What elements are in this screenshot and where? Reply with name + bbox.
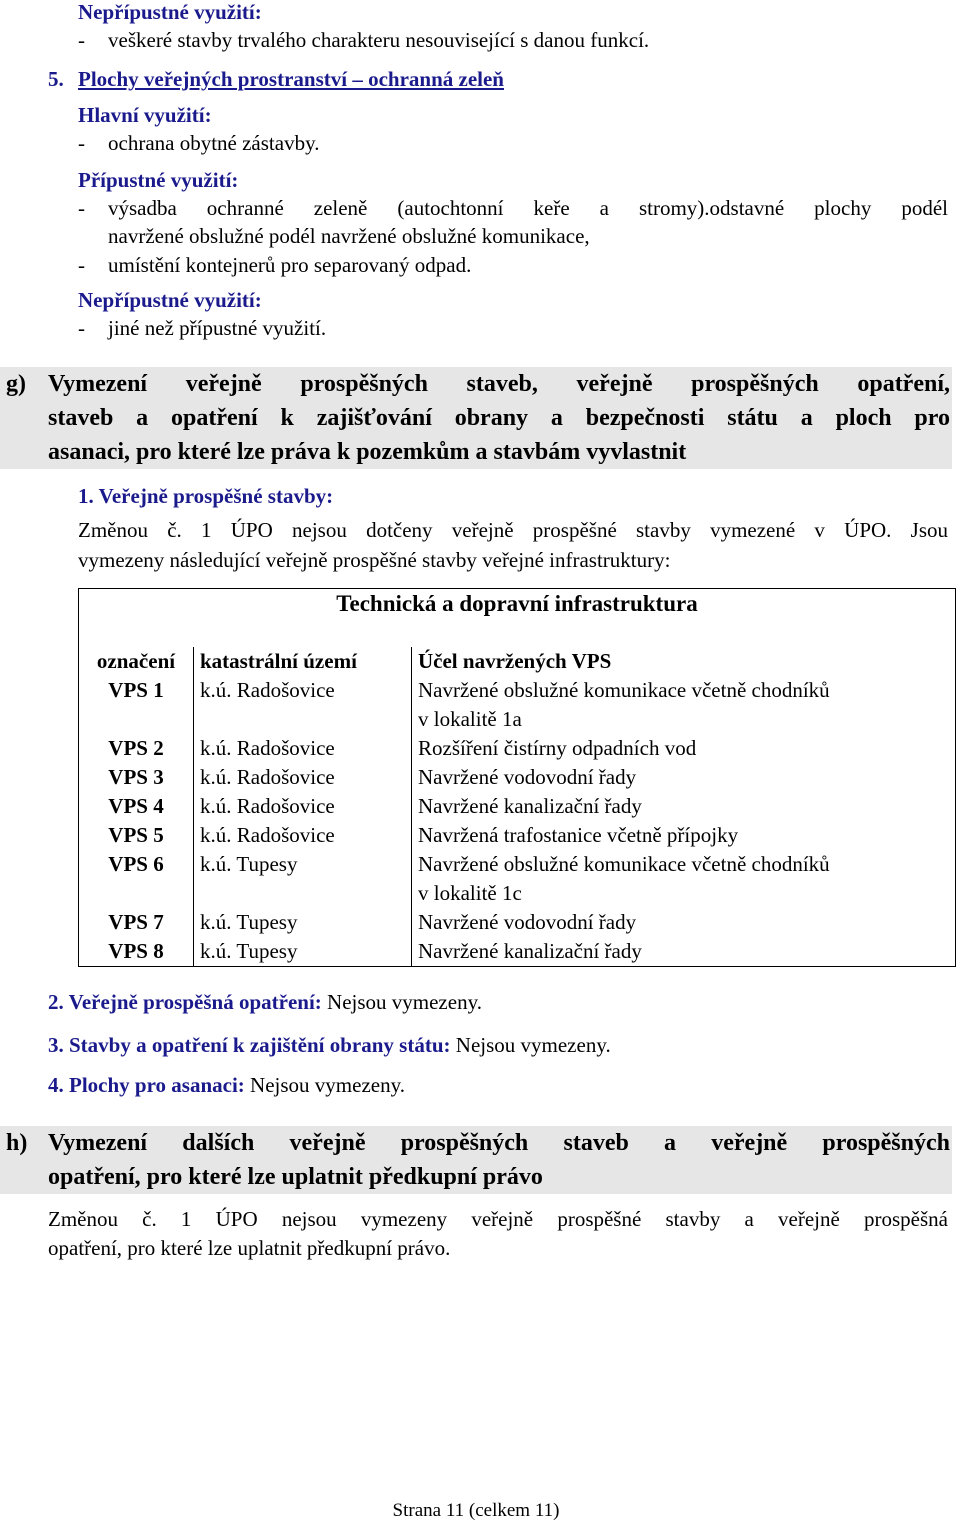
chapter-heading-line: opatření, pro které lze uplatnit předkupní právo — [48, 1164, 543, 1190]
list-item: jiné než přípustné využití. — [108, 316, 327, 340]
vps-area: k.ú. Radošovice — [194, 676, 412, 734]
subsection-line — [48, 990, 482, 1015]
subsection-value: Nejsou vymezeny. — [327, 990, 482, 1014]
chapter-heading-line: staveb a opatření k zajišťování obrany a bezpečnosti státu a ploch pro — [48, 405, 950, 431]
subsection-label: 3. Stavby a opatření k zajištění obrany státu: — [48, 1033, 451, 1057]
chapter-letter: g) — [6, 371, 26, 397]
table-row — [79, 763, 956, 792]
list-dash: - — [78, 28, 85, 52]
list-dash: - — [78, 196, 85, 220]
list-dash: - — [78, 131, 85, 155]
vps-purpose: Navržené vodovodní řady — [418, 910, 637, 934]
subsection-value: Nejsou vymezeny. — [250, 1073, 405, 1097]
column-header: katastrální území — [194, 647, 412, 676]
subsection-line — [48, 1073, 405, 1098]
table-row — [79, 676, 956, 734]
subsection-heading: 1. Veřejně prospěšné stavby: — [78, 484, 334, 508]
vps-purpose-line: Navržené obslužné komunikace včetně chodníků — [418, 852, 830, 876]
paragraph-line: opatření, pro které lze uplatnit předkupní právo. — [48, 1236, 451, 1260]
list-item: umístění kontejnerů pro separovaný odpad. — [108, 253, 472, 277]
vps-purpose — [412, 850, 956, 908]
vps-id: VPS 1 — [79, 676, 194, 734]
chapter-letter: h) — [6, 1130, 28, 1156]
section-heading-forbidden: Nepřípustné využití: — [78, 0, 262, 24]
main-use-heading: Hlavní využití: — [78, 103, 212, 127]
vps-purpose — [412, 676, 956, 734]
list-item-continuation: navržené obslužné podél navržené obslužné komunikace, — [108, 224, 590, 248]
table-row — [79, 792, 956, 821]
paragraph-line: vymezeny následující veřejně prospěšné stavby veřejné infrastruktury: — [78, 548, 671, 572]
vps-area: k.ú. Radošovice — [194, 792, 412, 821]
vps-area: k.ú. Radošovice — [194, 763, 412, 792]
vps-table — [78, 588, 956, 967]
vps-area: k.ú. Radošovice — [194, 734, 412, 763]
table-title: Technická a dopravní infrastruktura — [336, 591, 698, 616]
list-item: ochrana obytné zástavby. — [108, 131, 320, 155]
vps-purpose: Navržené vodovodní řady — [418, 765, 637, 789]
list-item: výsadba ochranné zeleně (autochtonní keře a stromy).odstavné plochy podél — [108, 196, 948, 220]
paragraph-line: Změnou č. 1 ÚPO nejsou dotčeny veřejně prospěšné stavby vymezené v ÚPO. Jsou — [78, 518, 948, 542]
section-number: 5. — [48, 67, 64, 91]
vps-id: VPS 4 — [79, 792, 194, 821]
vps-area: k.ú. Tupesy — [194, 850, 412, 908]
vps-purpose: Navržené kanalizační řady — [418, 794, 642, 818]
vps-purpose-line: v lokalitě 1c — [418, 881, 522, 905]
vps-purpose: Navržená trafostanice včetně přípojky — [418, 823, 739, 847]
list-dash: - — [78, 316, 85, 340]
vps-id: VPS 7 — [79, 908, 194, 937]
column-header: označení — [79, 647, 194, 676]
vps-id: VPS 8 — [79, 937, 194, 967]
vps-id: VPS 3 — [79, 763, 194, 792]
vps-id: VPS 2 — [79, 734, 194, 763]
table-row — [79, 937, 956, 967]
vps-area: k.ú. Tupesy — [194, 908, 412, 937]
vps-id: VPS 6 — [79, 850, 194, 908]
allowed-use-heading: Přípustné využití: — [78, 168, 239, 192]
chapter-heading-line: asanaci, pro které lze práva k pozemkům a stavbám vyvlastnit — [48, 439, 687, 465]
forbidden-use-heading: Nepřípustné využití: — [78, 288, 262, 312]
chapter-heading-line: Vymezení veřejně prospěšných staveb, veřejně prospěšných opatření, — [48, 371, 950, 397]
page-footer: Strana 11 (celkem 11) — [392, 1500, 560, 1521]
subsection-value: Nejsou vymezeny. — [455, 1033, 611, 1057]
list-item: veškeré stavby trvalého charakteru nesouvisející s danou funkcí. — [108, 28, 650, 52]
section-title: Plochy veřejných prostranství – ochranná zeleň — [78, 67, 504, 91]
table-row — [79, 850, 956, 908]
table-row — [79, 821, 956, 850]
chapter-heading-line: Vymezení dalších veřejně prospěšných staveb a veřejně prospěšných — [48, 1130, 950, 1156]
column-header: Účel navržených VPS — [418, 649, 612, 673]
subsection-line — [48, 1033, 611, 1058]
table-row — [79, 908, 956, 937]
subsection-label: 2. Veřejně prospěšná opatření: — [48, 990, 322, 1014]
vps-purpose-line: v lokalitě 1a — [418, 707, 522, 731]
table-row — [79, 734, 956, 763]
subsection-label: 4. Plochy pro asanaci: — [48, 1073, 245, 1097]
vps-area: k.ú. Tupesy — [194, 937, 412, 967]
paragraph-line: Změnou č. 1 ÚPO nejsou vymezeny veřejně prospěšné stavby a veřejně prospěšná — [48, 1207, 948, 1231]
vps-id: VPS 5 — [79, 821, 194, 850]
vps-purpose: Rozšíření čistírny odpadních vod — [418, 736, 697, 760]
vps-purpose: Navržené kanalizační řady — [418, 939, 642, 963]
vps-area: k.ú. Radošovice — [194, 821, 412, 850]
vps-purpose-line: Navržené obslužné komunikace včetně chodníků — [418, 678, 830, 702]
list-dash: - — [78, 253, 85, 277]
